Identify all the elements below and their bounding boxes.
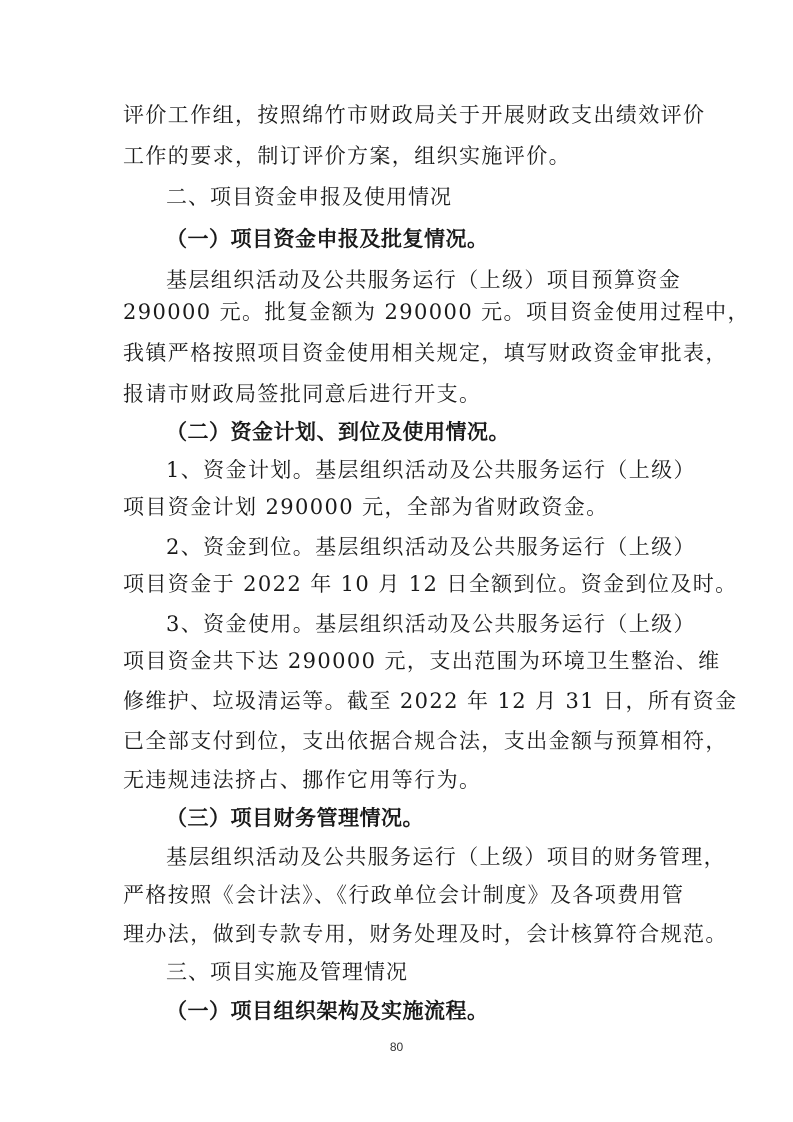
body-line: 理办法，做到专款专用，财务处理及时，会计核算符合规范。 xyxy=(123,922,728,946)
body-line: 项目资金计划 290000 元，全部为省财政资金。 xyxy=(123,495,609,519)
section-heading: 二、项目资金申报及使用情况 xyxy=(166,185,452,209)
body-line: 我镇严格按照项目资金使用相关规定，填写财政资金审批表， xyxy=(123,341,728,365)
page-number: 80 xyxy=(389,1040,404,1054)
section-heading: 三、项目实施及管理情况 xyxy=(166,960,408,984)
subsection-heading: （一）项目资金申报及批复情况。 xyxy=(166,227,489,251)
body-line: 报请市财政局签批同意后进行开支。 xyxy=(123,382,482,406)
body-line: 严格按照《会计法》、《行政单位会计制度》及各项费用管 xyxy=(123,883,685,907)
body-line: 基层组织活动及公共服务运行（上级）项目预算资金 xyxy=(166,268,682,292)
subsection-heading: （一）项目组织架构及实施流程。 xyxy=(166,999,489,1023)
body-line: 3、资金使用。基层组织活动及公共服务运行（上级） xyxy=(166,612,696,636)
body-line: 工作的要求，制订评价方案，组织实施评价。 xyxy=(123,144,571,168)
body-line: 2、资金到位。基层组织活动及公共服务运行（上级） xyxy=(166,535,696,559)
body-line: 修维护、垃圾清运等。截至 2022 年 12 月 31 日，所有资金 xyxy=(123,689,738,713)
body-line: 项目资金于 2022 年 10 月 12 日全额到位。资金到位及时。 xyxy=(123,572,738,596)
subsection-heading: （三）项目财务管理情况。 xyxy=(166,806,424,830)
body-line: 评价工作组，按照绵竹市财政局关于开展财政支出绩效评价 xyxy=(123,103,706,127)
body-line: 290000 元。批复金额为 290000 元。项目资金使用过程中， xyxy=(123,300,750,324)
body-line: 基层组织活动及公共服务运行（上级）项目的财务管理， xyxy=(166,845,726,869)
body-line: 项目资金共下达 290000 元，支出范围为环境卫生整治、维 xyxy=(123,649,721,673)
body-line: 已全部支付到位，支出依据合规合法，支出金额与预算相符， xyxy=(123,729,728,753)
body-line: 1、资金计划。基层组织活动及公共服务运行（上级） xyxy=(166,458,696,482)
body-line: 无违规违法挤占、挪作它用等行为。 xyxy=(123,768,482,792)
subsection-heading: （二）资金计划、到位及使用情况。 xyxy=(166,420,510,444)
